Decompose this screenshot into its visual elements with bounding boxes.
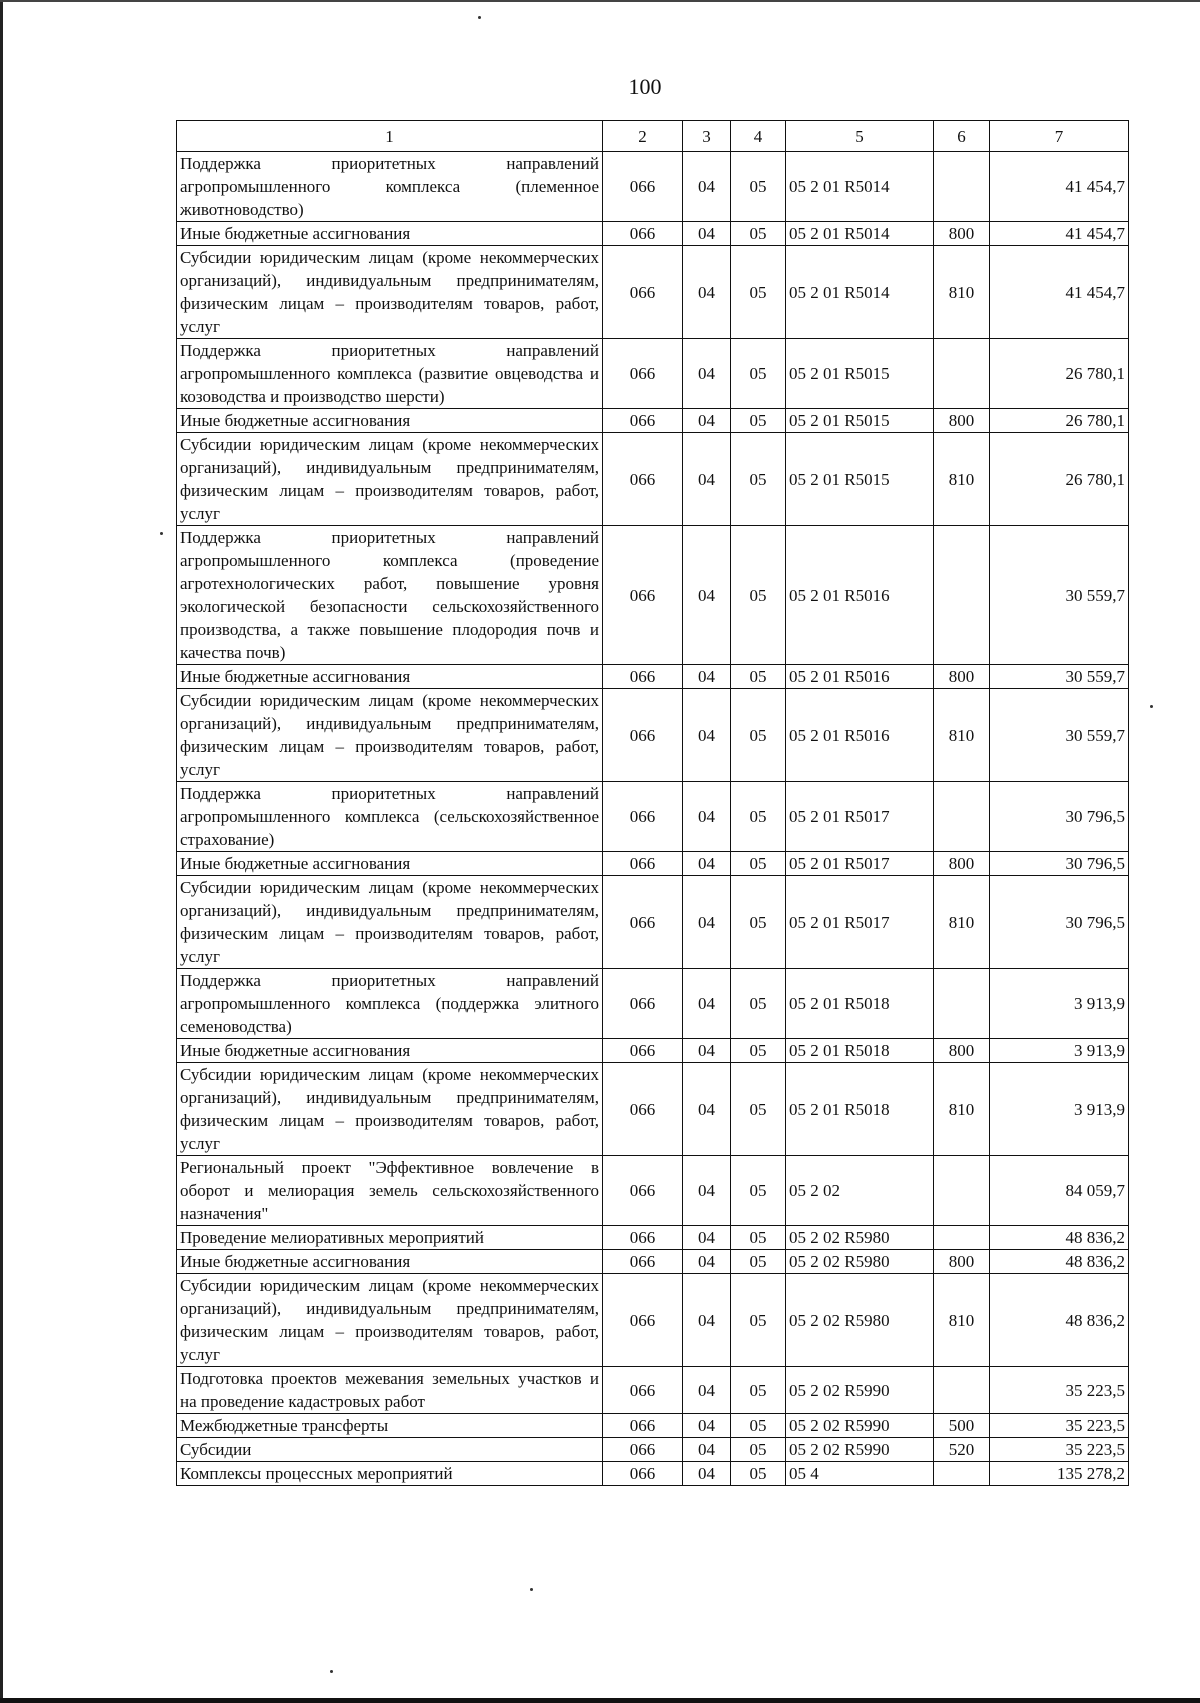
- table-row: [177, 665, 1129, 689]
- row-name: Проведение мелиоративных мероприятий: [177, 1226, 603, 1250]
- cell-expense-type: [934, 526, 990, 665]
- cell-target-article: 05 2 01 R5015: [786, 339, 934, 409]
- cell-section: 04: [683, 1156, 731, 1226]
- table-row: [177, 1367, 1129, 1414]
- cell-subsection: 05: [731, 1226, 786, 1250]
- cell-amount: 30 559,7: [990, 665, 1129, 689]
- cell-amount: 30 796,5: [990, 876, 1129, 969]
- cell-subsection: 05: [731, 339, 786, 409]
- row-name: Комплексы процессных мероприятий: [177, 1462, 603, 1486]
- scan-speck: [1150, 705, 1153, 708]
- cell-target-article: 05 2 01 R5016: [786, 689, 934, 782]
- cell-target-article: 05 2 01 R5017: [786, 782, 934, 852]
- cell-target-article: 05 2 02 R5990: [786, 1414, 934, 1438]
- page-number: 100: [628, 74, 662, 99]
- row-name: Иные бюджетные ассигнования: [177, 665, 603, 689]
- cell-target-article: 05 2 01 R5018: [786, 969, 934, 1039]
- cell-target-article: 05 2 01 R5017: [786, 876, 934, 969]
- cell-ministry-code: 066: [603, 782, 683, 852]
- cell-expense-type: 810: [934, 1274, 990, 1367]
- cell-subsection: 05: [731, 1063, 786, 1156]
- cell-amount: 30 559,7: [990, 689, 1129, 782]
- cell-expense-type: 800: [934, 409, 990, 433]
- table-body: [177, 152, 1129, 1486]
- cell-target-article: 05 2 01 R5018: [786, 1039, 934, 1063]
- cell-subsection: 05: [731, 1250, 786, 1274]
- table-row: [177, 1274, 1129, 1367]
- cell-subsection: 05: [731, 222, 786, 246]
- cell-expense-type: 800: [934, 1039, 990, 1063]
- cell-expense-type: [934, 1462, 990, 1486]
- cell-subsection: 05: [731, 1438, 786, 1462]
- cell-ministry-code: 066: [603, 1414, 683, 1438]
- cell-amount: 48 836,2: [990, 1226, 1129, 1250]
- column-header: 2: [603, 121, 683, 152]
- cell-section: 04: [683, 1414, 731, 1438]
- cell-section: 04: [683, 222, 731, 246]
- scan-speck: [530, 1588, 533, 1591]
- cell-amount: 135 278,2: [990, 1462, 1129, 1486]
- cell-subsection: 05: [731, 246, 786, 339]
- cell-expense-type: 810: [934, 433, 990, 526]
- cell-expense-type: [934, 152, 990, 222]
- cell-amount: 26 780,1: [990, 339, 1129, 409]
- cell-target-article: 05 2 01 R5015: [786, 409, 934, 433]
- cell-expense-type: 810: [934, 689, 990, 782]
- cell-target-article: 05 4: [786, 1462, 934, 1486]
- cell-ministry-code: 066: [603, 246, 683, 339]
- cell-target-article: 05 2 01 R5014: [786, 152, 934, 222]
- cell-target-article: 05 2 02 R5980: [786, 1226, 934, 1250]
- table-header-row: [177, 121, 1129, 152]
- table-row: [177, 1226, 1129, 1250]
- cell-amount: 30 796,5: [990, 782, 1129, 852]
- table-row: [177, 222, 1129, 246]
- row-name: Подготовка проектов межевания земельных участков и на проведение кадастровых работ: [177, 1367, 603, 1414]
- cell-ministry-code: 066: [603, 1156, 683, 1226]
- cell-section: 04: [683, 339, 731, 409]
- table-row: [177, 526, 1129, 665]
- cell-section: 04: [683, 969, 731, 1039]
- cell-section: 04: [683, 409, 731, 433]
- cell-amount: 3 913,9: [990, 1063, 1129, 1156]
- cell-amount: 3 913,9: [990, 969, 1129, 1039]
- cell-ministry-code: 066: [603, 222, 683, 246]
- row-name: Межбюджетные трансферты: [177, 1414, 603, 1438]
- cell-section: 04: [683, 1367, 731, 1414]
- column-header: 3: [683, 121, 731, 152]
- cell-target-article: 05 2 01 R5015: [786, 433, 934, 526]
- table-row: [177, 339, 1129, 409]
- cell-subsection: 05: [731, 526, 786, 665]
- cell-ministry-code: 066: [603, 1039, 683, 1063]
- cell-target-article: 05 2 02 R5980: [786, 1274, 934, 1367]
- cell-target-article: 05 2 02 R5990: [786, 1438, 934, 1462]
- cell-section: 04: [683, 1274, 731, 1367]
- cell-section: 04: [683, 1063, 731, 1156]
- row-name: Субсидии юридическим лицам (кроме некоммерческих организаций), индивидуальным предпринимателям, физическим лицам – производителям товаров, работ, услуг: [177, 876, 603, 969]
- cell-expense-type: 800: [934, 1250, 990, 1274]
- cell-target-article: 05 2 01 R5014: [786, 246, 934, 339]
- cell-ministry-code: 066: [603, 852, 683, 876]
- cell-target-article: 05 2 02 R5980: [786, 1250, 934, 1274]
- column-header: 7: [990, 121, 1129, 152]
- row-name: Поддержка приоритетных направлений агропромышленного комплекса (племенное животноводство): [177, 152, 603, 222]
- table-row: [177, 1063, 1129, 1156]
- table-row: [177, 782, 1129, 852]
- cell-amount: 30 796,5: [990, 852, 1129, 876]
- cell-target-article: 05 2 01 R5017: [786, 852, 934, 876]
- row-name: Поддержка приоритетных направлений агропромышленного комплекса (развитие овцеводства и козоводства и производство шерсти): [177, 339, 603, 409]
- cell-target-article: 05 2 01 R5014: [786, 222, 934, 246]
- table-row: [177, 409, 1129, 433]
- column-header: 5: [786, 121, 934, 152]
- cell-expense-type: 810: [934, 876, 990, 969]
- cell-expense-type: [934, 782, 990, 852]
- cell-expense-type: 800: [934, 665, 990, 689]
- cell-subsection: 05: [731, 152, 786, 222]
- cell-expense-type: 800: [934, 222, 990, 246]
- cell-subsection: 05: [731, 1367, 786, 1414]
- table-row: [177, 1039, 1129, 1063]
- cell-ministry-code: 066: [603, 1367, 683, 1414]
- cell-amount: 35 223,5: [990, 1414, 1129, 1438]
- cell-amount: 26 780,1: [990, 433, 1129, 526]
- cell-expense-type: [934, 969, 990, 1039]
- cell-expense-type: [934, 1156, 990, 1226]
- cell-ministry-code: 066: [603, 1226, 683, 1250]
- cell-subsection: 05: [731, 1039, 786, 1063]
- cell-subsection: 05: [731, 433, 786, 526]
- scan-edge-top: [0, 0, 1200, 2]
- table-row: [177, 876, 1129, 969]
- cell-ministry-code: 066: [603, 433, 683, 526]
- column-header: 4: [731, 121, 786, 152]
- row-name: Иные бюджетные ассигнования: [177, 852, 603, 876]
- row-name: Поддержка приоритетных направлений агропромышленного комплекса (проведение агротехнологических работ, повышение уровня экологической безопасности сельскохозяйственного производства, а также повышение плодородия почв и качества почв): [177, 526, 603, 665]
- cell-ministry-code: 066: [603, 665, 683, 689]
- cell-ministry-code: 066: [603, 526, 683, 665]
- cell-subsection: 05: [731, 665, 786, 689]
- scan-speck: [330, 1670, 333, 1673]
- scan-speck: [478, 16, 481, 19]
- cell-section: 04: [683, 876, 731, 969]
- row-name: Иные бюджетные ассигнования: [177, 1250, 603, 1274]
- row-name: Иные бюджетные ассигнования: [177, 409, 603, 433]
- cell-section: 04: [683, 1226, 731, 1250]
- cell-amount: 35 223,5: [990, 1438, 1129, 1462]
- cell-target-article: 05 2 01 R5016: [786, 665, 934, 689]
- cell-ministry-code: 066: [603, 876, 683, 969]
- table-row: [177, 689, 1129, 782]
- cell-subsection: 05: [731, 876, 786, 969]
- row-name: Субсидии юридическим лицам (кроме некоммерческих организаций), индивидуальным предпринимателям, физическим лицам – производителям товаров, работ, услуг: [177, 433, 603, 526]
- table-row: [177, 433, 1129, 526]
- cell-target-article: 05 2 01 R5018: [786, 1063, 934, 1156]
- cell-section: 04: [683, 246, 731, 339]
- row-name: Иные бюджетные ассигнования: [177, 222, 603, 246]
- cell-expense-type: 810: [934, 1063, 990, 1156]
- table-row: [177, 1250, 1129, 1274]
- cell-target-article: 05 2 01 R5016: [786, 526, 934, 665]
- scan-speck: [160, 532, 163, 535]
- row-name: Поддержка приоритетных направлений агропромышленного комплекса (сельскохозяйственное страхование): [177, 782, 603, 852]
- scan-edge-left: [0, 0, 3, 1703]
- cell-section: 04: [683, 152, 731, 222]
- cell-subsection: 05: [731, 689, 786, 782]
- budget-table: [176, 120, 1129, 1486]
- cell-subsection: 05: [731, 852, 786, 876]
- table-row: [177, 852, 1129, 876]
- row-name: Поддержка приоритетных направлений агропромышленного комплекса (поддержка элитного семеноводства): [177, 969, 603, 1039]
- cell-ministry-code: 066: [603, 152, 683, 222]
- table-row: [177, 1414, 1129, 1438]
- cell-subsection: 05: [731, 1156, 786, 1226]
- cell-target-article: 05 2 02: [786, 1156, 934, 1226]
- cell-amount: 48 836,2: [990, 1274, 1129, 1367]
- cell-amount: 84 059,7: [990, 1156, 1129, 1226]
- cell-subsection: 05: [731, 1414, 786, 1438]
- cell-ministry-code: 066: [603, 1438, 683, 1462]
- row-name: Субсидии юридическим лицам (кроме некоммерческих организаций), индивидуальным предпринимателям, физическим лицам – производителям товаров, работ, услуг: [177, 1274, 603, 1367]
- cell-ministry-code: 066: [603, 969, 683, 1039]
- cell-section: 04: [683, 433, 731, 526]
- cell-amount: 3 913,9: [990, 1039, 1129, 1063]
- cell-ministry-code: 066: [603, 689, 683, 782]
- cell-expense-type: [934, 1226, 990, 1250]
- row-name: Региональный проект "Эффективное вовлечение в оборот и мелиорация земель сельскохозяйственного назначения": [177, 1156, 603, 1226]
- cell-section: 04: [683, 665, 731, 689]
- row-name: Субсидии юридическим лицам (кроме некоммерческих организаций), индивидуальным предпринимателям, физическим лицам – производителям товаров, работ, услуг: [177, 689, 603, 782]
- cell-section: 04: [683, 1438, 731, 1462]
- cell-section: 04: [683, 782, 731, 852]
- cell-subsection: 05: [731, 1274, 786, 1367]
- cell-ministry-code: 066: [603, 339, 683, 409]
- cell-amount: 30 559,7: [990, 526, 1129, 665]
- cell-ministry-code: 066: [603, 1063, 683, 1156]
- table-row: [177, 1156, 1129, 1226]
- row-name: Иные бюджетные ассигнования: [177, 1039, 603, 1063]
- cell-section: 04: [683, 852, 731, 876]
- column-header: 1: [177, 121, 603, 152]
- cell-expense-type: [934, 339, 990, 409]
- cell-subsection: 05: [731, 1462, 786, 1486]
- cell-section: 04: [683, 1462, 731, 1486]
- cell-section: 04: [683, 1250, 731, 1274]
- cell-amount: 48 836,2: [990, 1250, 1129, 1274]
- cell-amount: 41 454,7: [990, 222, 1129, 246]
- row-name: Субсидии юридическим лицам (кроме некоммерческих организаций), индивидуальным предпринимателям, физическим лицам – производителям товаров, работ, услуг: [177, 246, 603, 339]
- cell-section: 04: [683, 526, 731, 665]
- cell-ministry-code: 066: [603, 1462, 683, 1486]
- row-name: Субсидии: [177, 1438, 603, 1462]
- cell-ministry-code: 066: [603, 409, 683, 433]
- cell-section: 04: [683, 689, 731, 782]
- cell-amount: 41 454,7: [990, 152, 1129, 222]
- table-row: [177, 1438, 1129, 1462]
- cell-expense-type: 500: [934, 1414, 990, 1438]
- row-name: Субсидии юридическим лицам (кроме некоммерческих организаций), индивидуальным предпринимателям, физическим лицам – производителям товаров, работ, услуг: [177, 1063, 603, 1156]
- cell-subsection: 05: [731, 409, 786, 433]
- cell-amount: 35 223,5: [990, 1367, 1129, 1414]
- cell-amount: 26 780,1: [990, 409, 1129, 433]
- cell-section: 04: [683, 1039, 731, 1063]
- cell-ministry-code: 066: [603, 1250, 683, 1274]
- table-row: [177, 969, 1129, 1039]
- scan-edge-bottom: [0, 1698, 1200, 1703]
- table-row: [177, 152, 1129, 222]
- column-header: 6: [934, 121, 990, 152]
- cell-expense-type: 520: [934, 1438, 990, 1462]
- cell-subsection: 05: [731, 782, 786, 852]
- cell-expense-type: 800: [934, 852, 990, 876]
- cell-subsection: 05: [731, 969, 786, 1039]
- table-row: [177, 246, 1129, 339]
- cell-expense-type: 810: [934, 246, 990, 339]
- cell-amount: 41 454,7: [990, 246, 1129, 339]
- cell-expense-type: [934, 1367, 990, 1414]
- cell-target-article: 05 2 02 R5990: [786, 1367, 934, 1414]
- cell-ministry-code: 066: [603, 1274, 683, 1367]
- table-row: [177, 1462, 1129, 1486]
